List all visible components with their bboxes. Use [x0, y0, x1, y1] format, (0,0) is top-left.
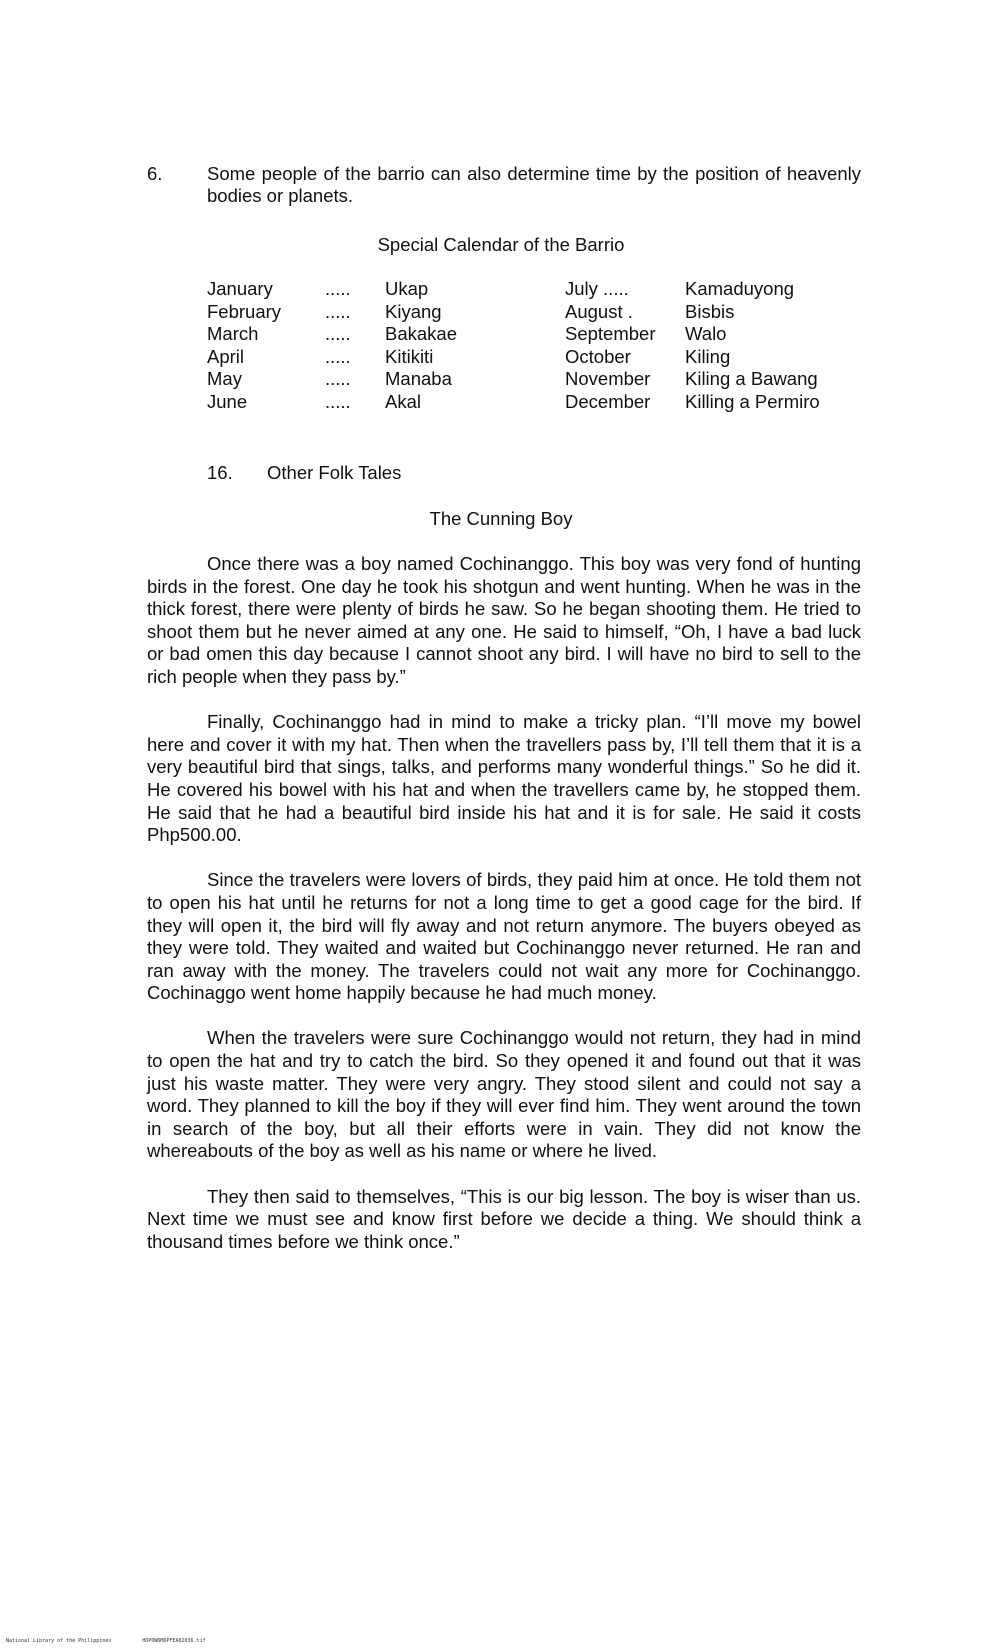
footer-filename: HDPOWDMDPFEA02036.tif: [142, 1638, 206, 1644]
calendar-title: Special Calendar of the Barrio: [377, 234, 625, 255]
calendar-month: January: [207, 278, 273, 299]
calendar-month: November: [565, 368, 651, 390]
calendar-month: December: [565, 390, 651, 412]
story-paragraph: They then said to themselves, “This is our big lesson. The boy is wiser than us. Next time we must see and know first before we decide a thing. We should think a thousand times before we think once.”: [147, 1185, 861, 1252]
story-paragraph: Finally, Cochinanggo had in mind to make a tricky plan. “I’ll move my bowel here and cover it with my hat. Then when the travellers pass by, I’ll tell them that it is a very beautiful bird that sings, talks, and performs many wonderful things.” So he did it. He covered his bowel with his hat and when the travellers came by, he stopped them. He said that he had a beautiful bird inside his hat and it is for sale. He said it costs Php500.00.: [147, 711, 861, 846]
calendar-local-name: Kiling: [685, 345, 731, 367]
calendar-leader: .....: [325, 368, 351, 390]
item-6-number: 6.: [147, 163, 163, 184]
calendar-local-name: Kiyang: [385, 300, 442, 322]
page-footer: [6, 1638, 234, 1644]
calendar-local-name: Ukap: [385, 278, 429, 299]
story-paragraph: When the travelers were sure Cochinanggo would not return, they had in mind to open the hat and try to catch the bird. So they opened it and found out that it was just his waste matter. They were very angry. They stood silent and could not say a word. They planned to kill the boy if they will ever find him. They went around the town in search of the boy, but all their efforts were in vain. They did not know the whereabouts of the boy as well as his name or where he lived.: [147, 1027, 861, 1162]
calendar-month: February: [207, 300, 282, 322]
story-title: The Cunning Boy: [429, 508, 573, 529]
section-16-title: Other Folk Tales: [267, 462, 402, 483]
calendar-leader: .....: [325, 345, 351, 367]
calendar-local-name: Bisbis: [685, 300, 735, 322]
calendar-local-name: Killing a Permiro: [685, 390, 820, 412]
calendar-month: October: [565, 345, 631, 367]
item-6-text: Some people of the barrio can also determine time by the position of heavenly bodies or planets.: [207, 163, 861, 206]
item-6: [147, 163, 861, 207]
calendar-local-name: Manaba: [385, 368, 452, 390]
calendar-month: April: [207, 345, 245, 367]
section-16-number: 16.: [207, 462, 233, 483]
footer-library: National Library of the Philippines: [6, 1638, 112, 1644]
calendar-local-name: Kiling a Bawang: [685, 368, 818, 390]
calendar-leader: .....: [325, 278, 351, 299]
calendar-local-name: Kitikiti: [385, 345, 434, 367]
calendar-month: July .....: [565, 278, 629, 299]
calendar-local-name: Akal: [385, 390, 421, 412]
calendar-month: March: [207, 323, 259, 345]
calendar-month: June: [207, 390, 248, 412]
calendar-leader: .....: [325, 390, 351, 412]
calendar-month: August .: [565, 300, 633, 322]
story-paragraph: Once there was a boy named Cochinanggo. This boy was very fond of hunting birds in the forest. One day he took his shotgun and went hunting. When he was in the thick forest, there were plenty of birds he saw. So he began shooting them. He tried to shoot them but he never aimed at any one. He said to himself, “Oh, I have a bad luck or bad omen this day because I cannot shoot any bird. I will have no bird to sell to the rich people when they pass by.”: [147, 553, 861, 687]
story-body: [147, 553, 861, 1276]
calendar-local-name: Bakakae: [385, 323, 457, 345]
calendar-month: September: [565, 323, 656, 345]
calendar-local-name: Kamaduyong: [685, 278, 795, 299]
calendar-month: May: [207, 368, 242, 390]
calendar-leader: .....: [325, 323, 351, 345]
calendar-local-name: Walo: [685, 323, 727, 345]
calendar-leader: .....: [325, 300, 351, 322]
story-paragraph: Since the travelers were lovers of birds, they paid him at once. He told them not to open his hat until he returns for not a long time to get a good cage for the bird. If they will open it, the bird will fly away and not return anymore. The buyers obeyed as they were told. They waited and waited but Cochinanggo never returned. He ran and ran away with the money. The travelers could not wait any more for Cochinanggo. Cochinaggo went home happily because he had much money.: [147, 869, 861, 1004]
